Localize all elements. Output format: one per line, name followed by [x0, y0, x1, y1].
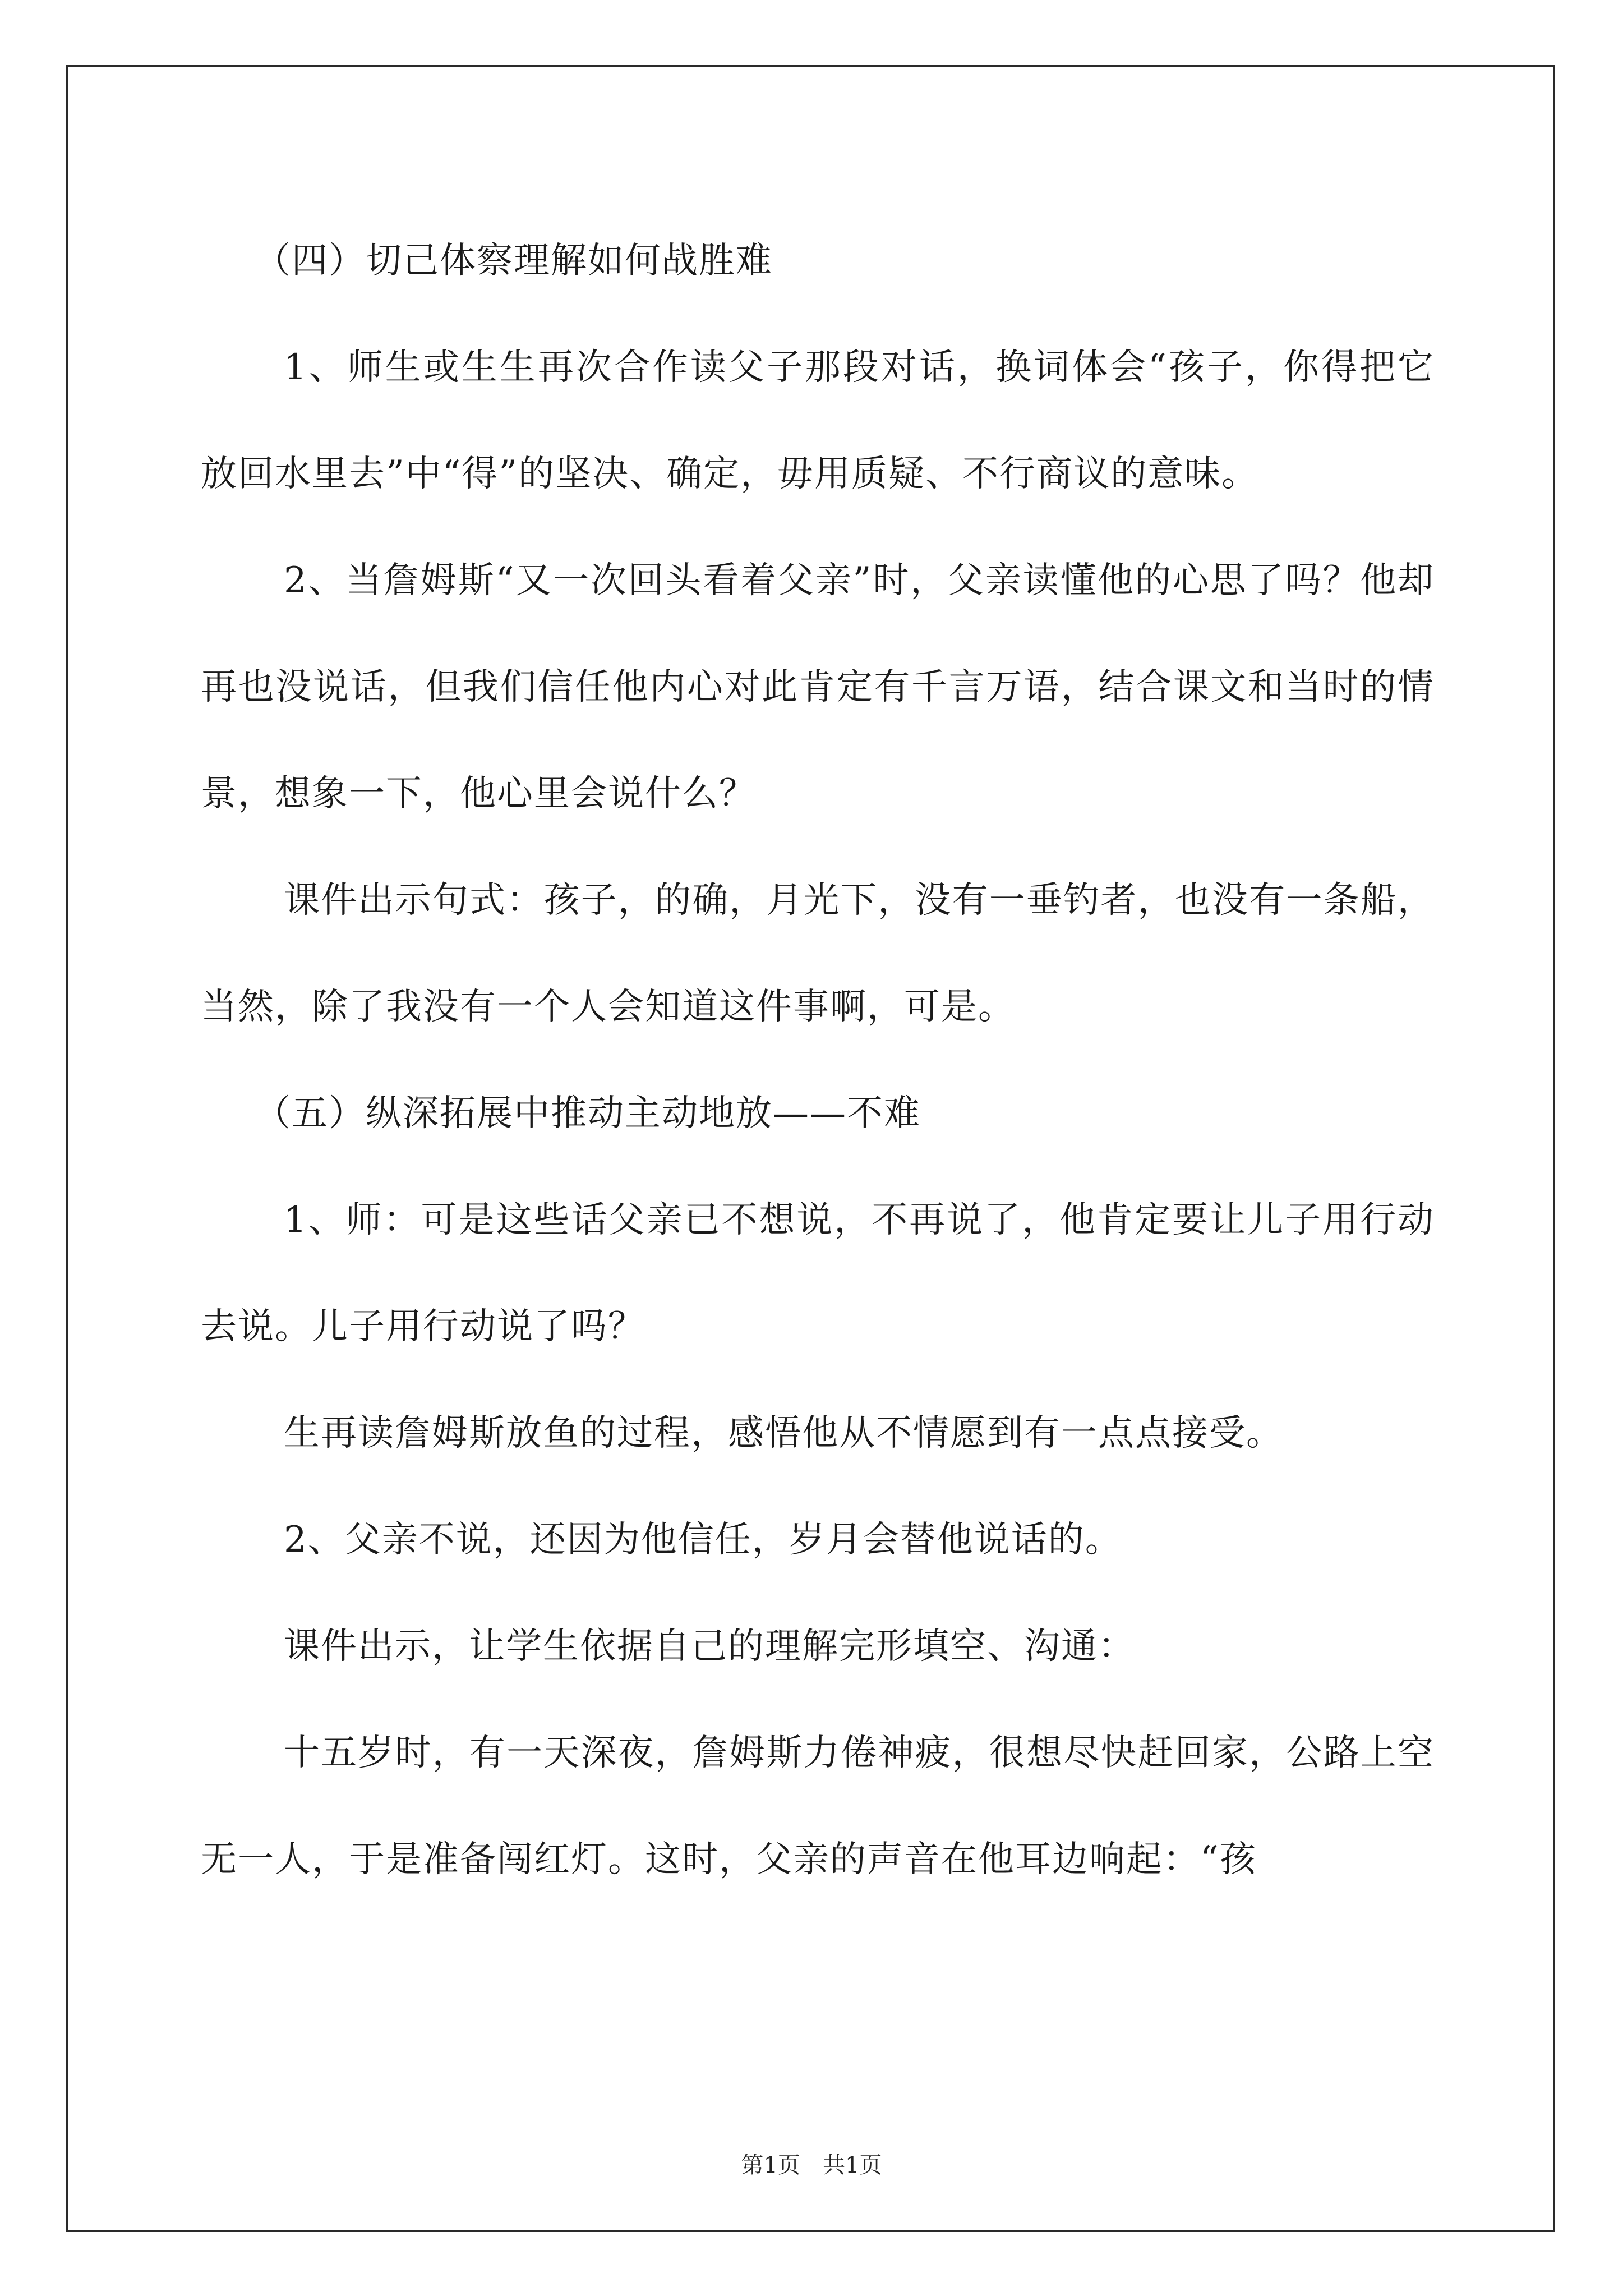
paragraph: 课件出示句式：孩子，的确，月光下，没有一垂钓者，也没有一条船，当然，除了我没有一个人会知道这件事啊，可是。	[201, 880, 1435, 1028]
paragraph: 1、师：可是这些话父亲已不想说，不再说了，他肯定要让儿子用行动去说。儿子用行动说了吗？	[201, 1199, 1435, 1347]
document-body	[201, 208, 1435, 1913]
paragraph: 课件出示，让学生依据自己的理解完形填空、沟通：	[284, 1626, 1135, 1667]
paragraph: 生再读詹姆斯放鱼的过程，感悟他从不情愿到有一点点接受。	[284, 1412, 1283, 1454]
page-number-footer: 第1页 共1页	[741, 2152, 882, 2178]
section-heading-4: （四）切己体察理解如何战胜难	[255, 240, 773, 282]
paragraph: 2、当詹姆斯“又一次回头看着父亲”时，父亲读懂他的心思了吗？他却再也没说话，但我们信任他内心对此肯定有千言万语，结合课文和当时的情景，想象一下，他心里会说什么？	[201, 560, 1435, 815]
paragraph: 2、父亲不说，还因为他信任，岁月会替他说话的。	[284, 1519, 1122, 1561]
paragraph: 十五岁时，有一天深夜，詹姆斯力倦神疲，很想尽快赶回家，公路上空无一人，于是准备闯红灯。这时，父亲的声音在他耳边响起：“孩	[201, 1732, 1435, 1880]
paragraph: 1、师生或生生再次合作读父子那段对话，换词体会“孩子，你得把它放回水里去”中“得”的坚决、确定，毋用质疑、不行商议的意味。	[201, 347, 1435, 495]
section-heading-5: （五）纵深拓展中推动主动地放——不难	[255, 1093, 921, 1134]
